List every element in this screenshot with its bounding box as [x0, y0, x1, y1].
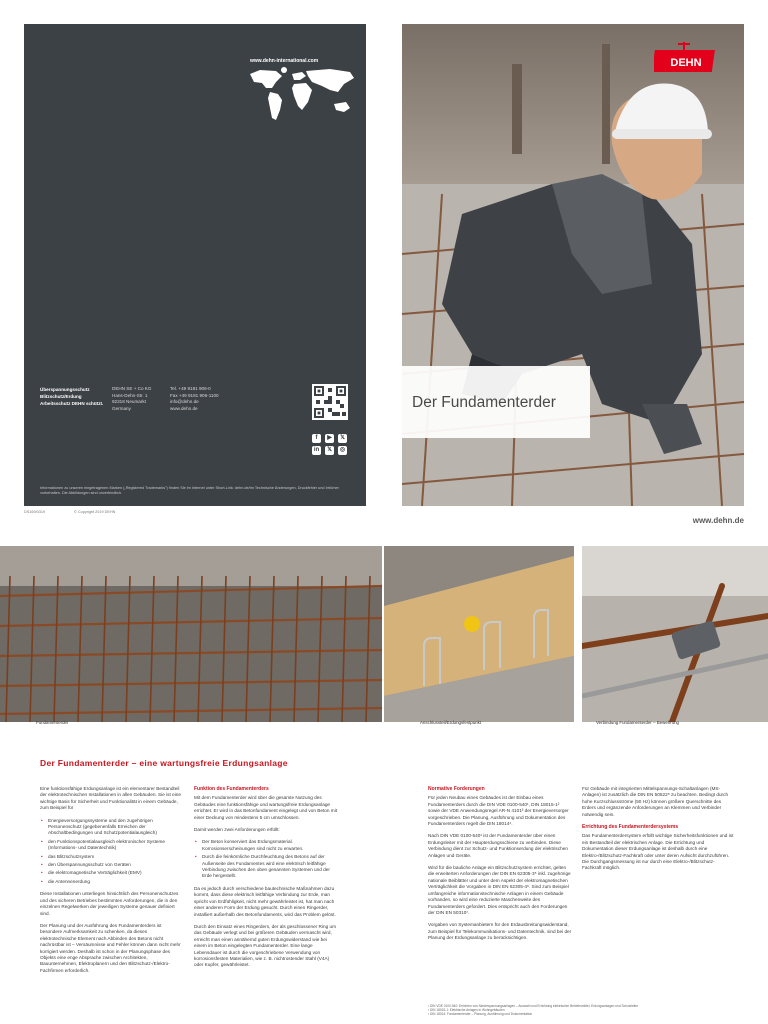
paragraph: Nach DIN VDE 0100-540¹ ist der Fundamenterder über einen Erdungsleiter mit der Haupterdungsschiene zu verbinden. Diese Verbindung dient zur Schutz- und Funktionserdung der elektrischen Anlagen und Geräte. — [428, 833, 568, 858]
paragraph: Damit werden zwei Anforderungen erfüllt: — [194, 827, 280, 833]
paragraph: Mit dem Fundamenterder wird über die gesamte Nutzung des Gebäudes eine funktionsfähige und wartungsfreie Erdungsanlage errichtet. Er wird in das Betonfundament eingelegt und von Beton mit einer Deckung von mindestens 5 cm umschlossen. — [194, 795, 338, 820]
list-item: • die elektromagnetische Verträglichkeit (EMV) — [40, 870, 184, 876]
document-number: DS169/0319 — [24, 510, 46, 514]
address-line: Hans-Dehn-Str. 1 — [112, 392, 148, 398]
paragraph: Für jeden Neubau eines Gebäudes ist der Einbau eines Fundamenterders durch die DIN VDE 0100-540¹, DIN 18015-1² sowie der VDE Anwendungsregel AR-N 4101³ der Energieversorger vorgeschrieben. Die Planung, Ausführung und Dokumentation des Fundamenterders regelt die DIN 18014⁴. — [428, 795, 569, 827]
requirements-list — [194, 839, 338, 879]
list-item: • Der Beton konserviert das Erdungsmaterial. Korrosionserscheinungen sind nicht zu erwarten. — [194, 839, 338, 852]
logo-text: DEHN — [670, 57, 702, 69]
back-cover-panel — [24, 24, 366, 506]
footnote: ² DIN 18015-1: Elektrische Anlagen in Wohngebäuden — [428, 1008, 505, 1013]
company-contact — [170, 386, 219, 412]
copyright: © Copyright 2019 DEHN — [74, 510, 116, 514]
footnotes — [428, 1004, 728, 1017]
company-address — [112, 386, 151, 412]
paragraph: Das Fundamenterdersystem erfüllt wichtige Sicherheitsfunktionen und ist ein Bestandteil der elektrischen Anlage. Die Errichtung und Dokumentation dieser Erdungsanlage ist deshalb durch eine Elektro-/Blitzschutz-Fachkraft oder unter deren Aufsicht durchzuführen. Die Durchgangsmessung ist nur durch eine Elektro-/Blitzschutz-Fachkraft möglich. — [582, 833, 734, 871]
text-column-4 — [582, 786, 734, 878]
legal-footnote: Informationen zu unseren eingetragenen Marken („Registered Trademarks") finden Sie im Internet unter Short-Link: dehn.de/tm Technische Änderungen, Druckfehler und Irrtümer vorbehalten. Die Abbildungen sind unverbindlich. — [40, 486, 339, 496]
website-link[interactable]: www.dehn.de — [170, 405, 198, 411]
qr-code[interactable] — [312, 384, 348, 420]
requirements-list — [40, 818, 184, 886]
xing-icon[interactable]: 𝕏 — [338, 434, 347, 443]
twitter-icon[interactable]: 𝕏 — [325, 446, 334, 455]
connection-photo — [384, 546, 574, 722]
paragraph: Da es jedoch durch verschiedene bautechnische Maßnahmen dazu kommt, dass diese elektrisch leitfähige Verbindung zur Erde, man spricht von Erdfühligkeit, nicht mehr gewährleistet ist, hat man nach einer anderen Form der Erdung gesucht. Durch einen Ringerder, installiert außerhalb des Betonfundaments, wird das Problem gelöst. — [194, 885, 336, 917]
world-map-icon — [246, 66, 358, 128]
photo-anschlussteil — [384, 546, 574, 722]
paragraph: Der Planung und der Ausführung des Fundamenterders ist besondere Aufmerksamkeit zu schenken, da dieses elektrotechnische Element nach Abbinden des Betons nicht nachrüstbar ist – Versäumnisse und Fehler können dann nicht mehr korrigiert werden. Deshalb ist schon in der Planungsphase des Objekts eine enge Absprache zwischen Architekten, Bauunternehmen, Elektroplanern und den Blitzschutz-/Elektro-Fachfirmen erforderlich. — [40, 922, 181, 973]
slogan: Überspannungsschutz Blitzschutz/Erdung Arbeitsschutz DEHN schützt. — [40, 387, 104, 406]
social-icons-row2 — [312, 438, 352, 456]
youtube-icon[interactable]: ▶ — [325, 434, 334, 443]
instagram-icon[interactable]: ◎ — [339, 447, 346, 453]
paragraph: Durch den Einsatz eines Ringerders, der als geschlossener Ring um das Gebäude verlegt und bei größeren Gebäuden vermascht wird, erreicht man einen annähernd guten Erdungswiderstand wie bei einem im Beton eingelegten Fundamenterder. Eine lange Lebensdauer ist durch die vorgeschriebene Verwendung von korrosionsfesten Materialien, wie z. B. nichtrostender Stahl (V4A) oder Kupfer, gewährleistet. — [194, 923, 336, 968]
section-heading: Normative Forderungen — [428, 786, 485, 792]
address-line: Germany — [112, 405, 131, 411]
cover-title: Der Fundamenterder — [412, 394, 556, 411]
paragraph: Wird für die bauliche Anlage ein Blitzschutzsystem errichtet, gelten die erweiterten Anforderungen der DIN EN 62305-3⁵ inkl. zugehörige nationale Beiblätter und unter dem Aspekt der elektromagnetischen Verträglichkeit die Vorgaben in DIN EN 62305-4⁶. Sind zum Beispiel umfangreiche informationstechnische Anlagen in einem Gebäude vorhanden, so wird eine reduzierte Maschenweite des Fundamenterders gefordert. Dies entspricht auch den Forderungen der DIN EN 50310⁷. — [428, 865, 571, 915]
photo-verbindung — [582, 546, 768, 722]
caption-fundamenterder: Fundamenterder — [36, 720, 69, 725]
fax: Fax +49 9181 906-1100 — [170, 392, 219, 398]
phone: Tel. +49 9181 906-0 — [170, 386, 211, 391]
list-item: • die Antennenerdung — [40, 879, 184, 885]
text-column-2 — [194, 786, 338, 975]
linkedin-icon[interactable]: in — [313, 447, 320, 453]
footnote: ¹ DIN VDE 0100-540: Errichten von Niederspannungsanlagen – Auswahl und Errichtung elektrischer Betriebsmittel, Erdungsanlagen und Schutzleiter — [428, 1004, 639, 1008]
rebar-cage-photo — [0, 546, 382, 722]
brand-website[interactable]: www.dehn.de — [692, 516, 744, 525]
paragraph: Für Gebäude mit integrierten Mittelspannungs-Schaltanlagen (MS-Anlagen) ist zusätzlich die DIN EN 50522⁸ zu beachten. Bedingt durch hohe Kurzschlussströme (50 Hz) können größere Querschnitte des Erders und ergänzende Anforderungen an Klemmen und Verbinder notwendig sein. — [582, 786, 729, 817]
email-link[interactable]: info@dehn.de — [170, 399, 199, 405]
caption-anschlussteil: Anschlussteil/Erdungsfestpunkt — [420, 720, 482, 725]
article-heading: Der Fundamenterder – eine wartungsfreie Erdungsanlage — [40, 758, 288, 768]
clamp-photo — [582, 546, 768, 722]
text-column-3 — [428, 786, 572, 948]
paragraph: Eine funktionsfähige Erdungsanlage ist ein elementarer Bestandteil der elektrotechnischen Installationen in allen Gebäuden. Sie ist eine wichtige Basis für Sicherheit und Funktionalität in einem Gebäude, zum Beispiel für — [40, 786, 181, 811]
paragraph: Vorgaben von Systemanbietern für den Erdausbreitungswiderstand, zum Beispiel für Telekommunikations- und Datentechnik, sind bei der Planung der Erdungsanlage zu berücksichtigen. — [428, 922, 572, 941]
paragraph: Diese Installationen unterliegen hinsichtlich des Personenschutzes und des sicheren Betriebes bestimmten Anforderungen, die in den einzelnen Regelwerken der jeweiligen Systeme genauer definiert sind. — [40, 891, 179, 916]
facebook-icon[interactable]: f — [312, 434, 321, 443]
dehn-logo — [654, 42, 718, 78]
cover-title-box — [402, 366, 590, 438]
footnote: ³ DIN 18014: Fundamenterder – Planung, Ausführung und Dokumentation — [428, 1012, 533, 1017]
website-url[interactable]: www.dehn-international.com — [250, 58, 319, 64]
list-item: • den Funktionspotentialausgleich elektronischer Systeme (Informations- und Datentechnik) — [40, 839, 184, 852]
caption-verbindung: Verbindung Fundamenterder – Bewehrung — [596, 720, 679, 725]
photo-fundamenterder — [0, 546, 382, 722]
address-line: DEHN SE + Co KG — [112, 386, 152, 391]
list-item: • den Überspannungsschutz von Geräten — [40, 862, 184, 868]
list-item: • Energieversorgungssysteme und den zugehörigen Personenschutz (gegebenenfalls Erreichen der Abschaltbedingungen und Schutzpotentialausgleich) — [40, 818, 184, 837]
text-column-1 — [40, 786, 184, 980]
list-item: • Durch die feinkörnliche Durchfeuchtung des Betons auf der Außenseite des Fundamentes wird eine elektrisch leitfähige Verbindung zwischen den oben genannten Systemen und der Erde hergestellt. — [194, 854, 338, 880]
section-heading: Funktion des Fundamenterders — [194, 786, 269, 792]
address-line: 92318 Neumarkt — [112, 399, 146, 405]
section-heading: Errichtung des Fundamenterdersystems — [582, 824, 679, 831]
list-item: • das Blitzschutzsystem — [40, 854, 184, 860]
